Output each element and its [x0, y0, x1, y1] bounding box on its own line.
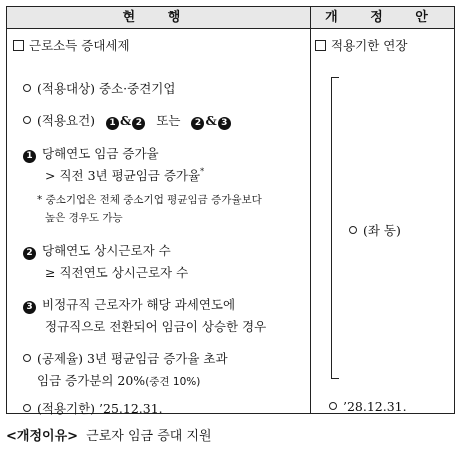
ampersand: &: [120, 113, 132, 128]
reason-text: 근로자 임금 증대 지원: [86, 429, 212, 444]
proposed-deadline-row: [329, 399, 407, 414]
requirement-combo-1: [105, 113, 146, 128]
number-three-icon: 3: [218, 117, 231, 130]
item1-line1: [23, 144, 159, 163]
deadline-row: [23, 399, 163, 417]
proposed-title-row: [315, 36, 407, 54]
circle-bullet-icon: [23, 404, 31, 412]
rate-text1: (공제율) 3년 평균임금 증가율 초과: [37, 351, 228, 366]
item2-text1: 당해연도 상시근로자 수: [42, 243, 171, 258]
circle-bullet-icon: [23, 116, 31, 124]
number-three-icon: 3: [23, 301, 36, 314]
current-title: 근로소득 증대세제: [29, 38, 130, 53]
header-current: 현 행: [122, 10, 195, 25]
number-two-icon: 2: [132, 117, 145, 130]
note-line1: * 중소기업은 전체 중소기업 평균임금 증가율보다: [37, 194, 262, 206]
proposed-deadline: ’28.12.31.: [343, 399, 407, 414]
item3-line1: [23, 295, 235, 314]
same-text: (좌 동): [363, 223, 401, 238]
proposed-column: [311, 29, 456, 415]
bracket-line: [331, 77, 339, 379]
same-row: [349, 221, 401, 239]
current-column: [7, 29, 310, 415]
comparison-table: [6, 6, 455, 414]
header-proposed: 개 정 안: [325, 10, 442, 25]
rate-line2: [37, 371, 200, 389]
circle-bullet-icon: [23, 354, 31, 362]
item1-text1: 당해연도 임금 증가율: [42, 146, 159, 161]
checkbox-icon: [13, 40, 24, 51]
number-two-icon: 2: [191, 117, 204, 130]
number-two-icon: 2: [23, 247, 36, 260]
circle-bullet-icon: [349, 226, 357, 234]
item1-text2: > 직전 3년 평균임금 증가율: [45, 168, 201, 183]
item1-line2: [45, 166, 204, 184]
ampersand: &: [205, 113, 217, 128]
circle-bullet-icon: [23, 84, 31, 92]
number-one-icon: 1: [106, 117, 119, 130]
rate-paren: (중견 10%): [145, 376, 201, 388]
proposed-title: 적용기한 연장: [331, 38, 408, 53]
note-line2: 높은 경우도 가능: [45, 212, 123, 224]
item3-line2: 정규직으로 전환되어 임금이 상승한 경우: [45, 319, 267, 334]
requirement-combo-2: [190, 113, 231, 128]
reason-tag: <개정이유>: [6, 429, 79, 444]
checkbox-icon: [315, 40, 326, 51]
target-text: (적용대상) 중소·중견기업: [37, 81, 176, 96]
current-title-row: [13, 36, 130, 54]
reason-footer: [6, 425, 212, 444]
item3-text1: 비정규직 근로자가 해당 과세연도에: [42, 297, 236, 312]
footnote-mark: *: [200, 167, 205, 176]
requirement-row: [23, 111, 232, 130]
number-one-icon: 1: [23, 150, 36, 163]
item2-line1: [23, 241, 171, 260]
circle-bullet-icon: [329, 402, 337, 410]
rate-line1: [23, 349, 228, 367]
table-header: [7, 7, 454, 29]
requirement-or: 또는: [156, 113, 181, 128]
deadline-text: (적용기한) ’25.12.31.: [37, 401, 163, 416]
target-row: [23, 79, 175, 97]
requirement-prefix: (적용요건): [37, 113, 96, 128]
rate-text2: 임금 증가분의 20%: [37, 373, 146, 388]
item2-line2: ≥ 직전연도 상시근로자 수: [45, 265, 189, 280]
